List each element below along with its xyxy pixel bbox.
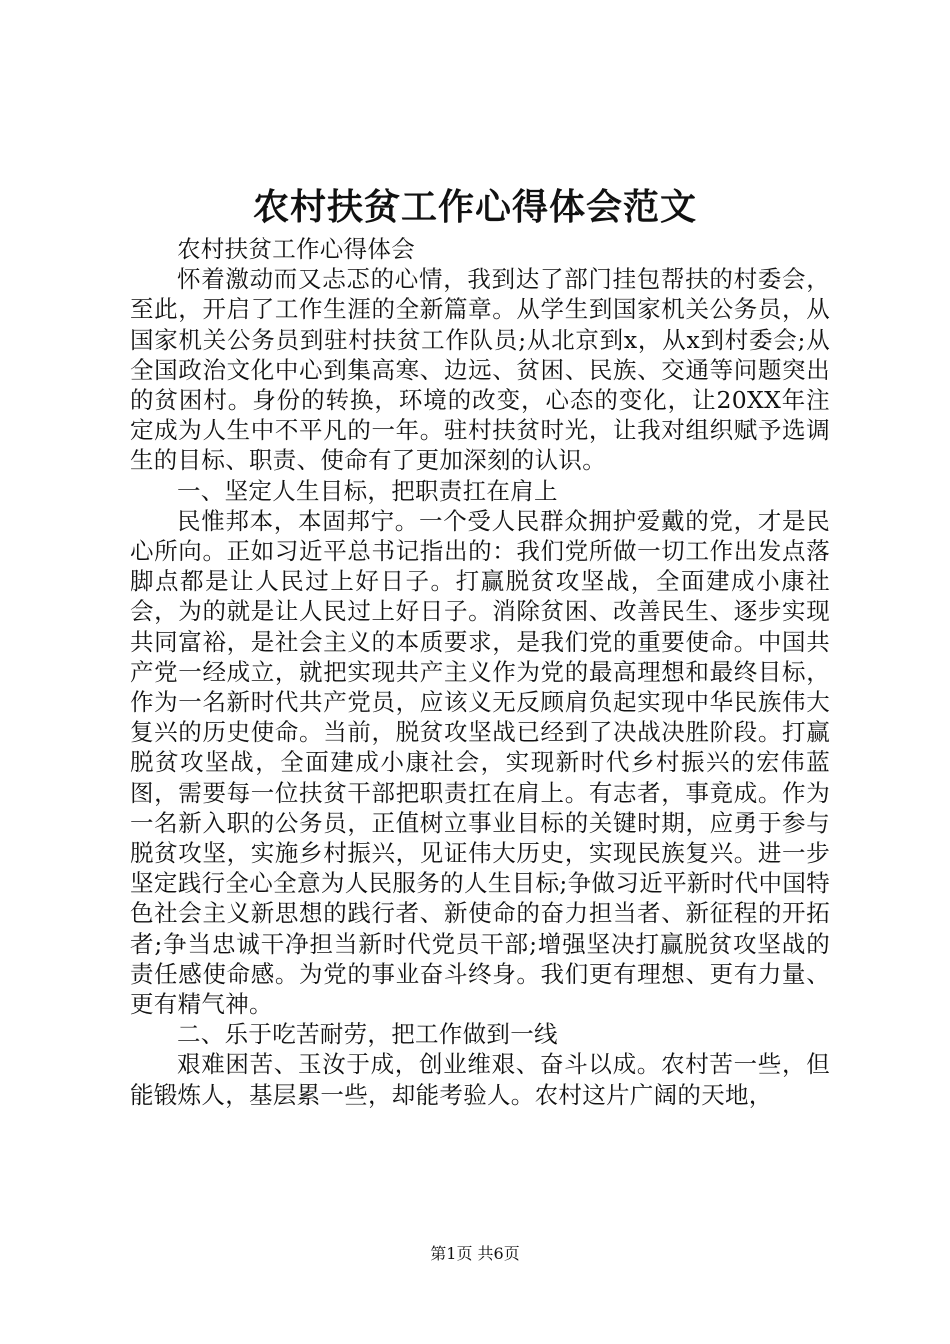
body-paragraph: 民惟邦本，本固邦宁。一个受人民群众拥护爱戴的党，才是民心所向。正如习近平总书记指出的：我们党所做一切工作出发点落脚点都是让人民过上好日子。打赢脱贫攻坚战，全面建成小康社会，为的就是让人民过上好日子。消除贫困、改善民生、逐步实现共同富裕，是社会主义的本质要求，是我们党的重要使命。中国共产党一经成立，就把实现共产主义作为党的最高理想和最终目标，作为一名新时代共产党员，应该义无反顾肩负起实现中华民族伟大复兴的历史使命。当前，脱贫攻坚战已经到了决战决胜阶段。打赢脱贫攻坚战，全面建成小康社会，实现新时代乡村振兴的宏伟蓝图，需要每一位扶贫干部把职责扛在肩上。有志者，事竟成。作为一名新入职的公务员，正值树立事业目标的关键时期，应勇于参与脱贫攻坚，实施乡村振兴，见证伟大历史，实现民族复兴。进一步坚定践行全心全意为人民服务的人生目标;争做习近平新时代中国特色社会主义新思想的践行者、新使命的奋力担当者、新征程的开拓者;争当忠诚干净担当新时代党员干部;增强坚决打赢脱贫攻坚战的责任感使命感。为党的事业奋斗终身。我们更有理想、更有力量、更有精气神。 xyxy=(130,506,830,1019)
section-heading: 二、乐于吃苦耐劳，把工作做到一线 xyxy=(177,1020,558,1049)
page-footer: 第1页 共6页 xyxy=(430,1244,520,1263)
section-heading: 一、坚定人生目标，把职责扛在肩上 xyxy=(177,476,558,505)
body-paragraph: 艰难困苦、玉汝于成，创业维艰、奋斗以成。农村苦一些，但能锻炼人，基层累一些，却能考验人。农村这片广阔的天地， xyxy=(130,1050,830,1109)
document-body xyxy=(130,234,830,1110)
body-paragraph: 怀着激动而又忐忑的心情，我到达了部门挂包帮扶的村委会，至此，开启了工作生涯的全新篇章。从学生到国家机关公务员，从国家机关公务员到驻村扶贫工作队员;从北京到x，从x到村委会;从全国政治文化中心到集高寒、边远、贫困、民族、交通等问题突出的贫困村。身份的转换，环境的改变，心态的变化，让20XX年注定成为人生中不平凡的一年。驻村扶贫时光，让我对组织赋予选调生的目标、职责、使命有了更加深刻的认识。 xyxy=(130,265,830,475)
subtitle-paragraph: 农村扶贫工作心得体会 xyxy=(177,235,415,263)
document-title: 农村扶贫工作心得体会范文 xyxy=(252,186,697,228)
